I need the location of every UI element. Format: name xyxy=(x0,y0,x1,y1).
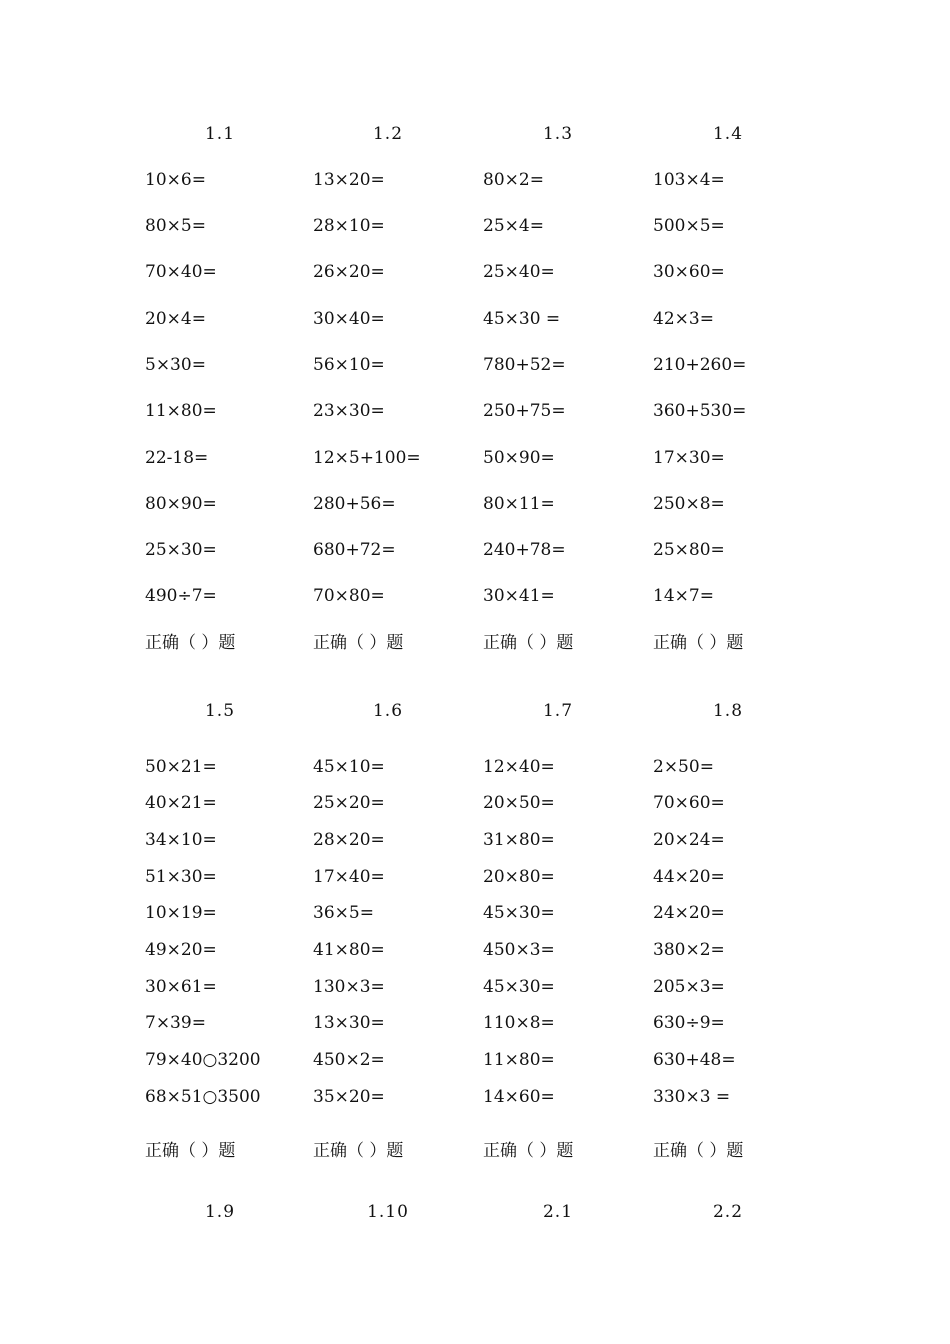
problem: 17×30= xyxy=(653,448,725,468)
problem: 70×40= xyxy=(145,262,217,282)
exercise-title: 1.7 xyxy=(542,701,574,721)
score-line: 正确（ ）题 xyxy=(145,1141,236,1161)
problem: 103×4= xyxy=(653,170,725,190)
problem: 630+48= xyxy=(653,1050,736,1070)
problem: 70×60= xyxy=(653,793,725,813)
problem: 12×40= xyxy=(483,757,555,777)
problem: 130×3= xyxy=(313,977,385,997)
problem: 14×60= xyxy=(483,1087,555,1107)
exercise-title: 1.6 xyxy=(372,701,404,721)
exercise-title: 1.10 xyxy=(367,1202,409,1222)
problem: 44×20= xyxy=(653,867,725,887)
problem: 25×30= xyxy=(145,540,217,560)
problem: 45×10= xyxy=(313,757,385,777)
score-line: 正确（ ）题 xyxy=(313,1141,404,1161)
problem: 240+78= xyxy=(483,540,566,560)
problem: 380×2= xyxy=(653,940,725,960)
problem: 25×4= xyxy=(483,216,544,236)
problem: 280+56= xyxy=(313,494,396,514)
problem: 22-18= xyxy=(145,448,209,468)
problem: 80×90= xyxy=(145,494,217,514)
exercise-title: 2.1 xyxy=(542,1202,574,1222)
problem: 30×40= xyxy=(313,309,385,329)
problem: 51×30= xyxy=(145,867,217,887)
problem: 20×24= xyxy=(653,830,725,850)
problem: 10×6= xyxy=(145,170,206,190)
problem: 28×20= xyxy=(313,830,385,850)
problem: 360+530= xyxy=(653,401,747,421)
problem: 205×3= xyxy=(653,977,725,997)
problem: 45×30= xyxy=(483,977,555,997)
problem: 20×4= xyxy=(145,309,206,329)
problem: 79×40○3200 xyxy=(145,1050,261,1070)
problem: 42×3= xyxy=(653,309,714,329)
problem: 23×30= xyxy=(313,401,385,421)
score-line: 正确（ ）题 xyxy=(145,633,236,653)
problem: 70×80= xyxy=(313,586,385,606)
problem: 2×50= xyxy=(653,757,714,777)
problem: 250×8= xyxy=(653,494,725,514)
problem: 35×20= xyxy=(313,1087,385,1107)
problem: 24×20= xyxy=(653,903,725,923)
problem: 80×11= xyxy=(483,494,555,514)
problem: 490÷7= xyxy=(145,586,217,606)
problem: 36×5= xyxy=(313,903,374,923)
problem: 13×20= xyxy=(313,170,385,190)
problem: 30×60= xyxy=(653,262,725,282)
problem: 110×8= xyxy=(483,1013,555,1033)
problem: 17×40= xyxy=(313,867,385,887)
problem: 45×30= xyxy=(483,903,555,923)
problem: 500×5= xyxy=(653,216,725,236)
score-line: 正确（ ）题 xyxy=(653,1141,744,1161)
problem: 780+52= xyxy=(483,355,566,375)
problem: 80×2= xyxy=(483,170,544,190)
problem: 20×80= xyxy=(483,867,555,887)
exercise-title: 1.1 xyxy=(204,124,236,144)
problem: 50×21= xyxy=(145,757,217,777)
problem: 34×10= xyxy=(145,830,217,850)
problem: 28×10= xyxy=(313,216,385,236)
problem: 11×80= xyxy=(145,401,217,421)
problem: 250+75= xyxy=(483,401,566,421)
problem: 25×40= xyxy=(483,262,555,282)
problem: 41×80= xyxy=(313,940,385,960)
score-line: 正确（ ）题 xyxy=(313,633,404,653)
problem: 450×2= xyxy=(313,1050,385,1070)
problem: 20×50= xyxy=(483,793,555,813)
problem: 49×20= xyxy=(145,940,217,960)
problem: 40×21= xyxy=(145,793,217,813)
problem: 210+260= xyxy=(653,355,747,375)
problem: 45×30 = xyxy=(483,309,561,329)
problem: 31×80= xyxy=(483,830,555,850)
problem: 630÷9= xyxy=(653,1013,725,1033)
problem: 68×51○3500 xyxy=(145,1087,261,1107)
score-line: 正确（ ）题 xyxy=(653,633,744,653)
problem: 330×3 = xyxy=(653,1087,731,1107)
score-line: 正确（ ）题 xyxy=(483,633,574,653)
exercise-title: 1.9 xyxy=(204,1202,236,1222)
problem: 80×5= xyxy=(145,216,206,236)
problem: 13×30= xyxy=(313,1013,385,1033)
problem: 14×7= xyxy=(653,586,714,606)
problem: 450×3= xyxy=(483,940,555,960)
exercise-title: 1.8 xyxy=(712,701,744,721)
exercise-title: 1.5 xyxy=(204,701,236,721)
problem: 30×61= xyxy=(145,977,217,997)
exercise-title: 2.2 xyxy=(712,1202,744,1222)
problem: 12×5+100= xyxy=(313,448,421,468)
problem: 26×20= xyxy=(313,262,385,282)
exercise-title: 1.2 xyxy=(372,124,404,144)
problem: 5×30= xyxy=(145,355,206,375)
problem: 56×10= xyxy=(313,355,385,375)
problem: 7×39= xyxy=(145,1013,206,1033)
exercise-title: 1.4 xyxy=(712,124,744,144)
problem: 30×41= xyxy=(483,586,555,606)
problem: 11×80= xyxy=(483,1050,555,1070)
problem: 25×20= xyxy=(313,793,385,813)
score-line: 正确（ ）题 xyxy=(483,1141,574,1161)
problem: 10×19= xyxy=(145,903,217,923)
problem: 50×90= xyxy=(483,448,555,468)
exercise-title: 1.3 xyxy=(542,124,574,144)
problem: 25×80= xyxy=(653,540,725,560)
problem: 680+72= xyxy=(313,540,396,560)
